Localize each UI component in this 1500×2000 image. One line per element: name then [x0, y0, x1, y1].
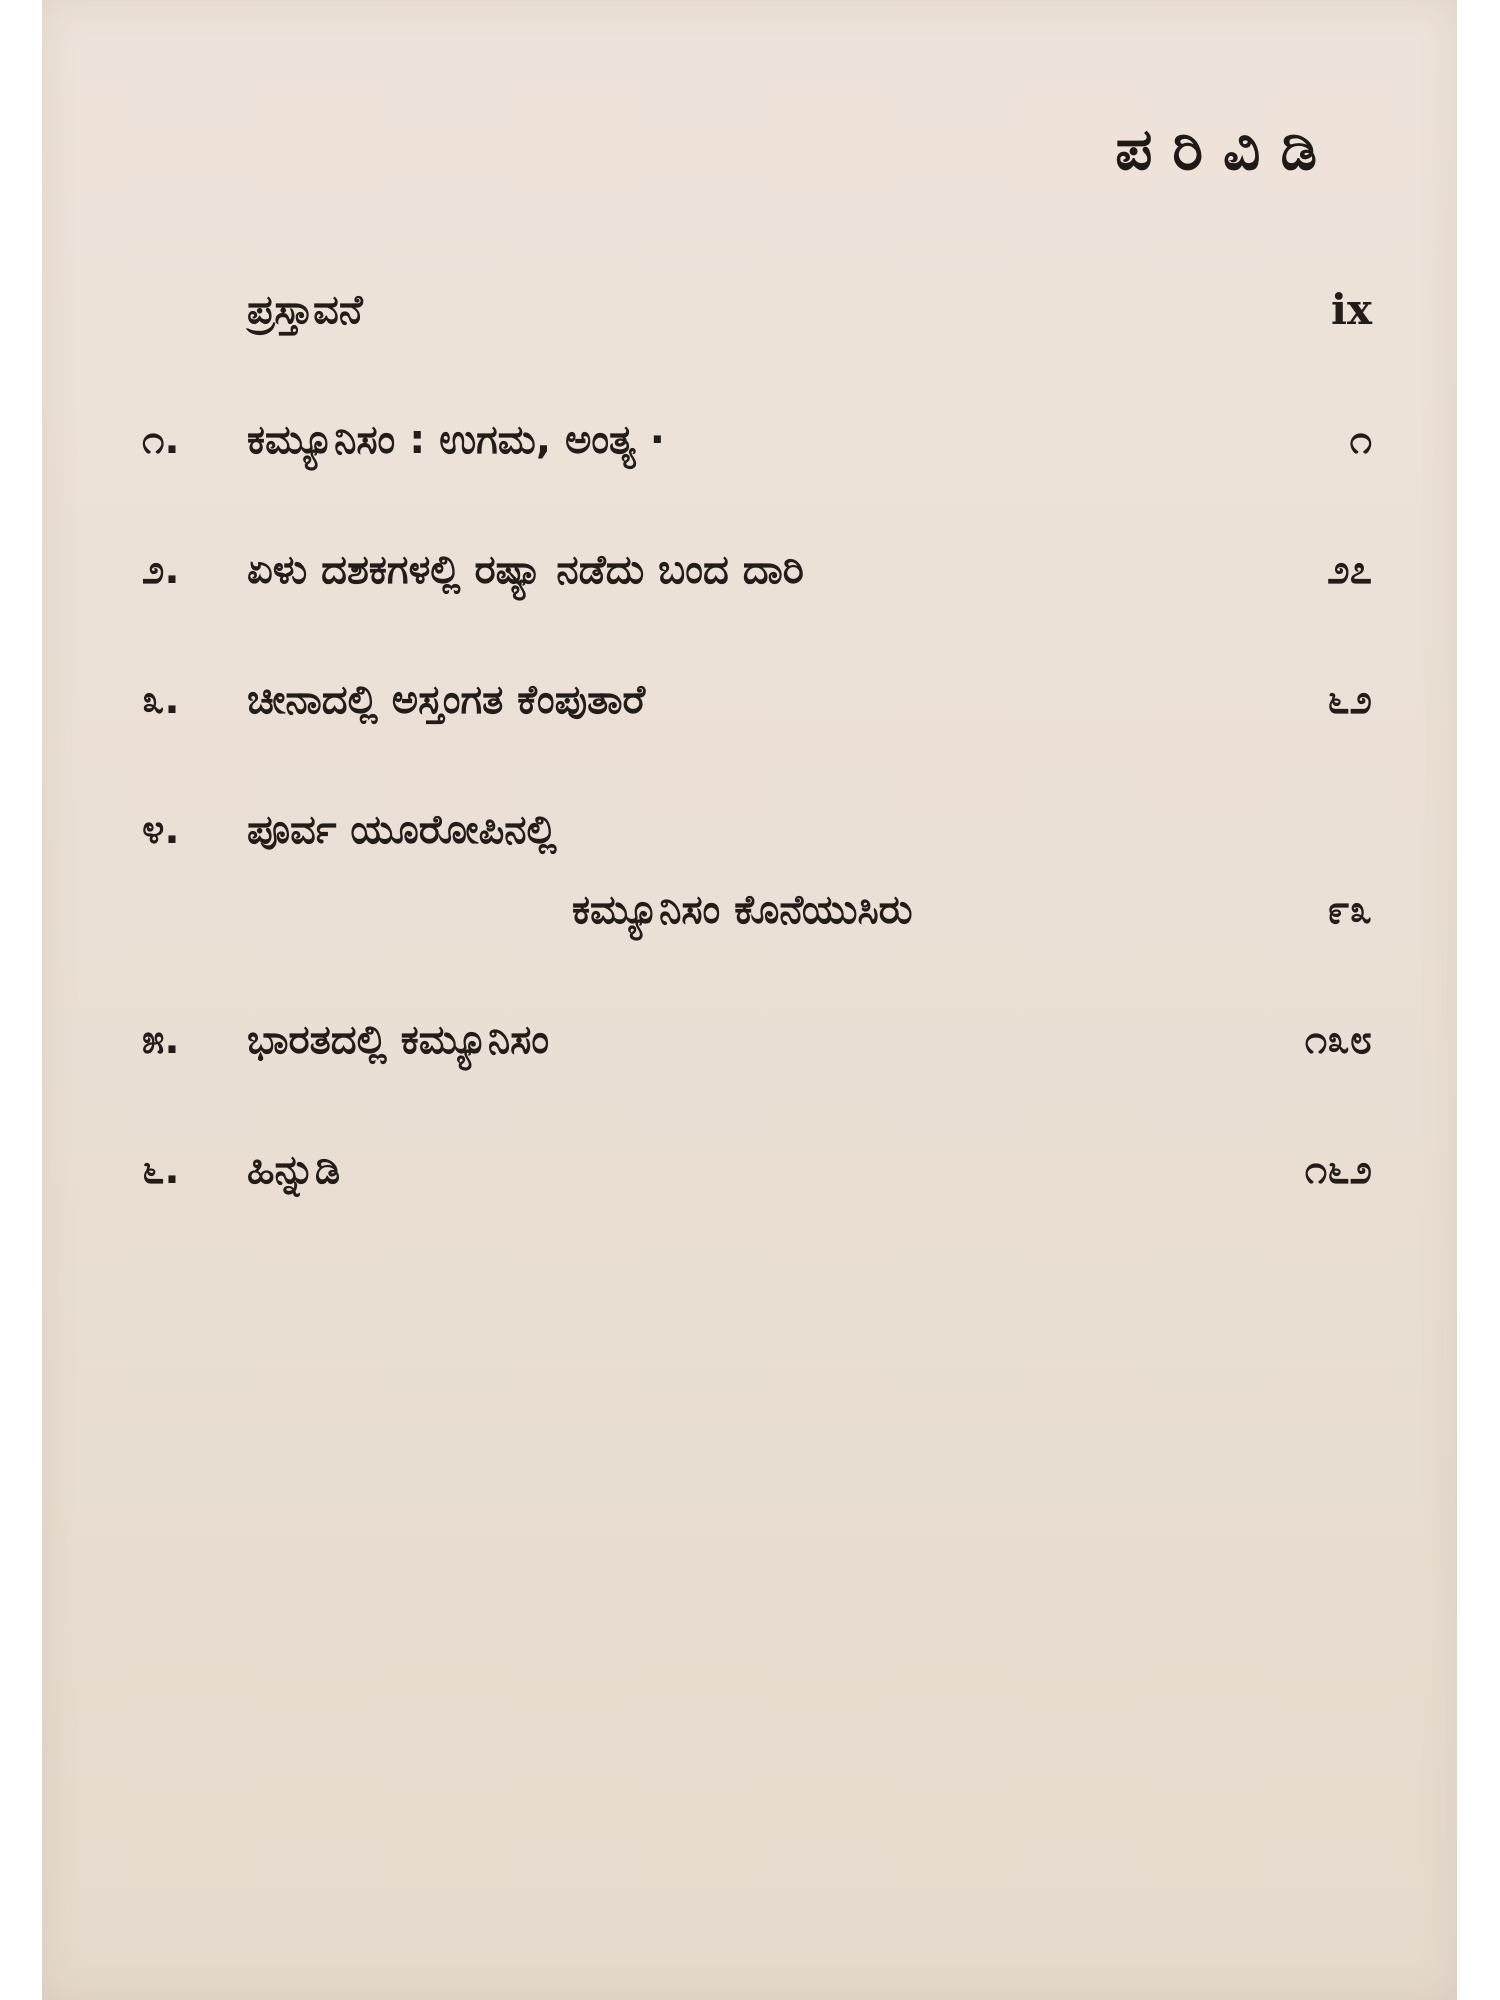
toc-entry-title-continued: ಕಮ್ಯೂನಿಸಂ ಕೊನೆಯುಸಿರು	[572, 887, 913, 933]
toc-entry-6	[42, 1130, 1457, 1210]
toc-entry-1	[42, 400, 1457, 480]
toc-entry-2	[42, 530, 1457, 610]
toc-entry-number: ೧.	[142, 417, 180, 463]
toc-entry-page: ೧೬೨	[1304, 1147, 1372, 1193]
toc-entry-page: ೧	[1349, 417, 1372, 463]
toc-entry-preface	[42, 270, 1457, 350]
toc-entry-4	[42, 790, 1457, 950]
toc-entry-number: ೨.	[142, 547, 180, 593]
toc-entry-page: ix	[1331, 285, 1372, 334]
toc-entry-page: ೬೨	[1327, 677, 1372, 723]
toc-entry-title: ಚೀನಾದಲ್ಲಿ ಅಸ್ತಂಗತ ಕೆಂಪುತಾರೆ	[247, 677, 646, 723]
toc-entry-3	[42, 660, 1457, 740]
toc-entry-page: ೨೭	[1327, 547, 1372, 593]
toc-entry-title: ಏಳು ದಶಕಗಳಲ್ಲಿ ರಷ್ಯಾ ನಡೆದು ಬಂದ ದಾರಿ	[247, 547, 804, 593]
toc-entry-number: ೬.	[142, 1147, 180, 1193]
toc-entry-title: ಹಿನ್ನುಡಿ	[247, 1147, 341, 1193]
toc-entry-title: ಪ್ರಸ್ತಾವನೆ	[247, 287, 363, 333]
toc-entry-page: ೯೩	[1327, 887, 1372, 933]
toc-entry-5	[42, 1000, 1457, 1080]
book-page	[42, 0, 1457, 2000]
toc-entry-page: ೧೩೮	[1304, 1017, 1372, 1063]
page-title: ಪರಿವಿಡಿ	[1115, 115, 1337, 183]
toc-entry-number: ೪.	[142, 807, 180, 853]
toc-entry-title: ಭಾರತದಲ್ಲಿ ಕಮ್ಯೂನಿಸಂ	[247, 1017, 550, 1063]
toc-entry-title: ಪೂರ್ವ ಯೂರೋಪಿನಲ್ಲಿ	[247, 807, 557, 853]
toc-entry-number: ೫.	[142, 1017, 180, 1063]
toc-entry-number: ೩.	[142, 677, 180, 723]
toc-entry-title: ಕಮ್ಯೂನಿಸಂ : ಉಗಮ, ಅಂತ್ಯ ·	[247, 417, 665, 463]
